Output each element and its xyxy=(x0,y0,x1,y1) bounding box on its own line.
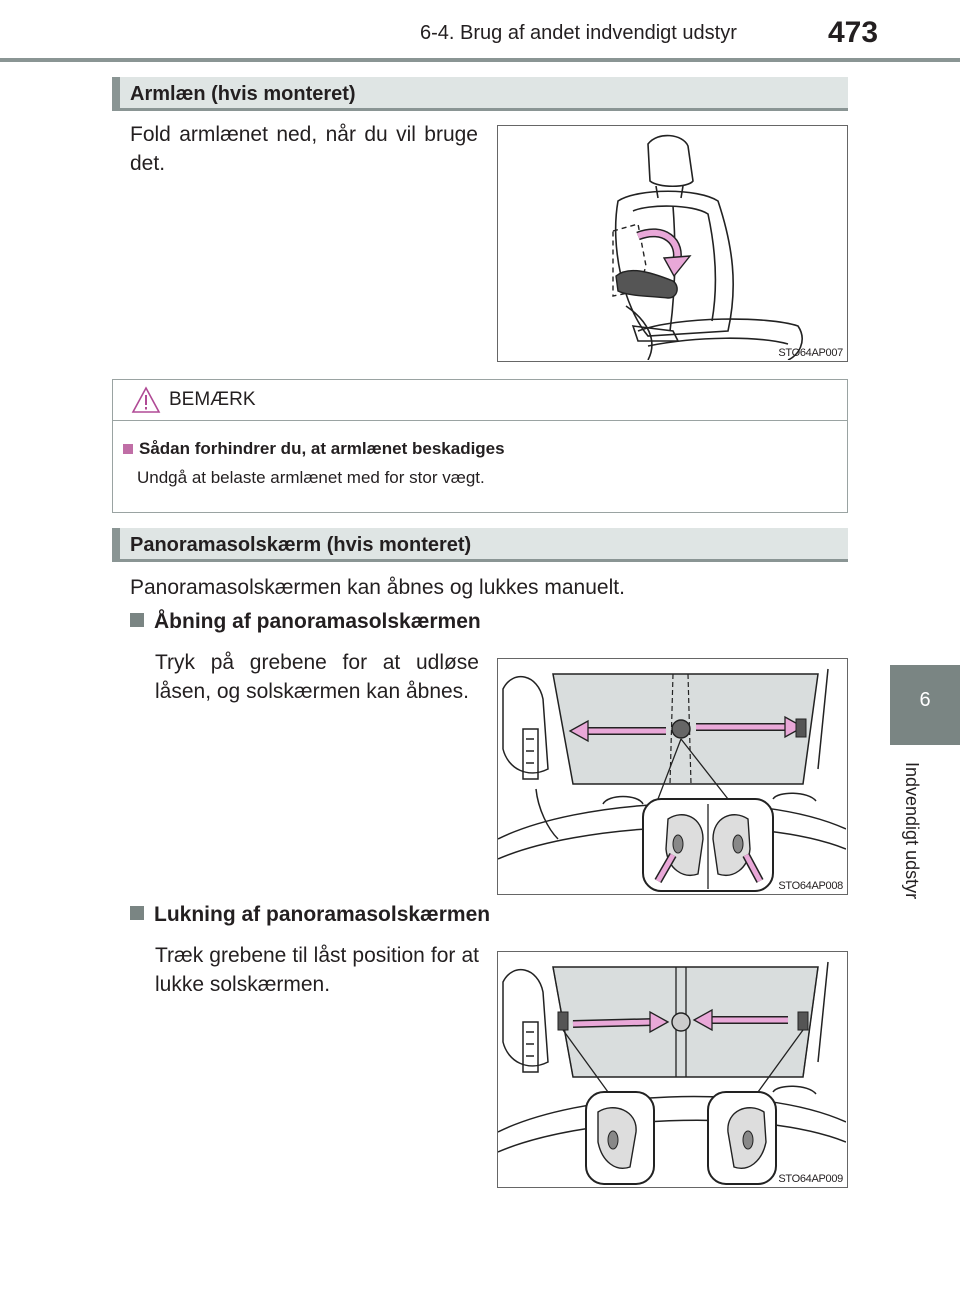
notice-box xyxy=(112,379,848,513)
opening-text: Tryk på grebene for at udløse låsen, og solskærmen kan åbnes. xyxy=(155,651,479,703)
notice-title: BEMÆRK xyxy=(169,389,256,410)
chapter-tab-label: Indvendigt udstyr xyxy=(902,762,922,900)
armrest-text: Fold armlænet ned, når du vil bruge det. xyxy=(130,123,478,175)
opening-title: Åbning af panoramasolskærmen xyxy=(130,610,481,634)
notice-header xyxy=(113,380,847,421)
figure-code: STO64AP008 xyxy=(778,880,843,892)
bullet-square-icon xyxy=(130,613,144,627)
armrest-heading: Armlæn (hvis monteret) xyxy=(112,77,848,111)
header-rule xyxy=(0,58,960,62)
warning-triangle-icon xyxy=(131,386,161,414)
sunshade-open-illustration xyxy=(498,659,846,893)
closing-title: Lukning af panoramasolskærmen xyxy=(130,903,490,927)
bullet-square-icon xyxy=(130,906,144,920)
notice-text: Undgå at belaste armlænet med for stor vægt. xyxy=(137,468,485,487)
sunshade-intro: Panoramasolskærmen kan åbnes og lukkes manuelt. xyxy=(130,576,625,599)
closing-text: Træk grebene til låst position for at lukke solskærmen. xyxy=(155,944,479,996)
chapter-tab: 6 xyxy=(890,665,960,745)
seat-armrest-illustration xyxy=(498,126,846,360)
armrest-figure xyxy=(497,125,848,362)
notice-subheading: Sådan forhindrer du, at armlænet beskadiges xyxy=(123,439,505,459)
page-number: 473 xyxy=(828,16,879,49)
closing-figure xyxy=(497,951,848,1188)
sunshade-heading: Panoramasolskærm (hvis monteret) xyxy=(112,528,848,562)
opening-figure xyxy=(497,658,848,895)
section-title: 6-4. Brug af andet indvendigt udstyr xyxy=(420,22,737,44)
figure-code: STO64AP007 xyxy=(778,347,843,359)
sunshade-close-illustration xyxy=(498,952,846,1186)
bullet-square-icon xyxy=(123,444,133,454)
figure-code: STO64AP009 xyxy=(778,1173,843,1185)
